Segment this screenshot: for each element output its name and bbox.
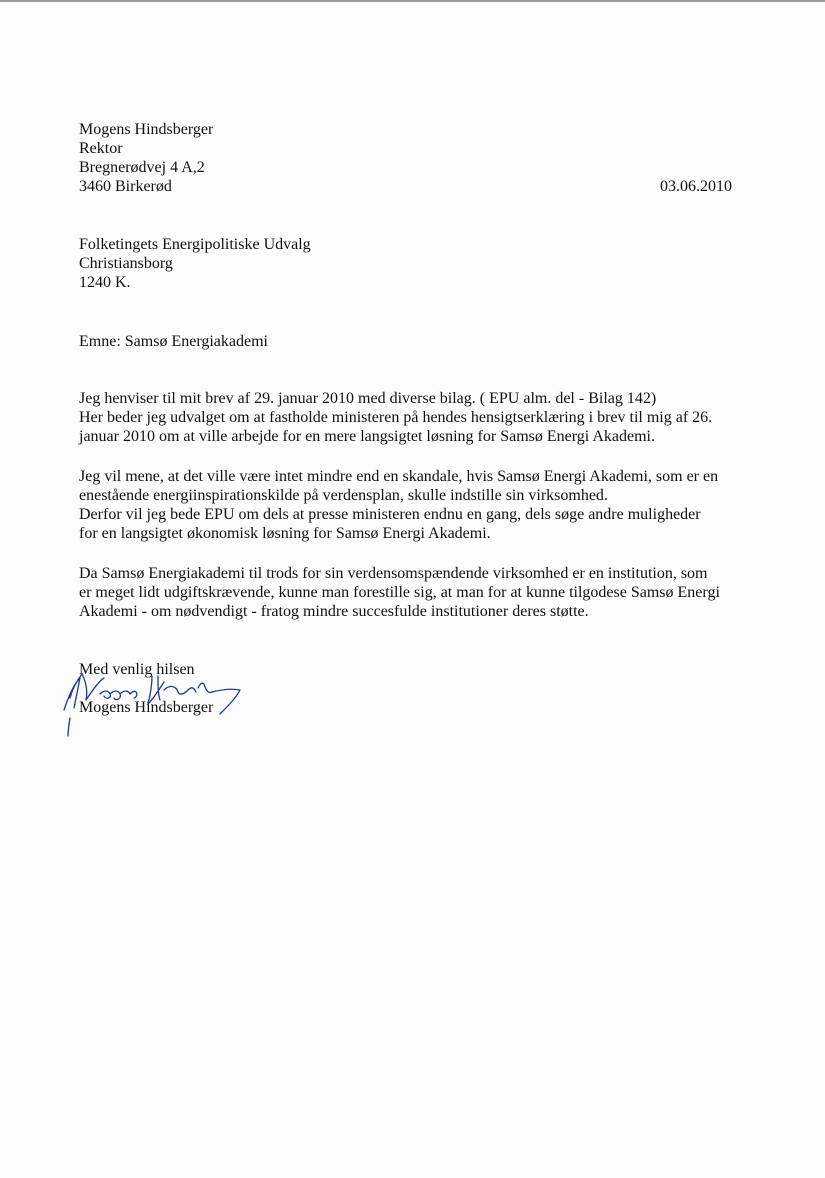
scan-edge-line: [0, 0, 825, 2]
paragraph-line: for en langsigtet økonomisk løsning for Samsø Energi Akademi.: [79, 525, 491, 542]
sender-city: 3460 Birkerød: [79, 178, 172, 195]
recipient-line-3: 1240 K.: [79, 274, 131, 291]
letter-date: 03.06.2010: [660, 178, 732, 195]
sender-title: Rektor: [79, 140, 123, 157]
paragraph-3: [79, 564, 759, 621]
paragraph-line: Da Samsø Energiakademi til trods for sin verdensomspændende virksomhed er en institution, som: [79, 565, 708, 582]
sender-street: Bregnerødvej 4 A,2: [79, 159, 205, 176]
paragraph-2: [79, 467, 759, 543]
recipient-line-2: Christiansborg: [79, 255, 173, 272]
paragraph-line: er meget lidt udgiftskrævende, kunne man forestille sig, at man for at kunne tilgodese Samsø Energi: [79, 584, 720, 601]
paragraph-line: Akademi - om nødvendigt - fratog mindre succesfulde institutioner deres støtte.: [79, 603, 589, 620]
paragraph-line: enestående energiinspirationskilde på verdensplan, skulle indstille sin virksomhed.: [79, 487, 608, 504]
recipient-address-block: [79, 235, 311, 292]
paragraph-line: januar 2010 om at ville arbejde for en mere langsigtet løsning for Samsø Energi Akademi.: [79, 428, 655, 445]
bleed-through-text: [79, 700, 83, 717]
paragraph-line: Jeg henviser til mit brev af 29. januar 2010 med diverse bilag. ( EPU alm. del - Bilag 142): [79, 390, 657, 407]
recipient-line-1: Folketingets Energipolitiske Udvalg: [79, 236, 311, 253]
paragraph-line: Jeg vil mene, at det ville være intet mindre end en skandale, hvis Samsø Energi Akademi, som er en: [79, 468, 719, 485]
subject-line: Emne: Samsø Energiakademi: [79, 333, 268, 350]
closing-greeting: Med venlig hilsen: [79, 661, 195, 678]
sender-name: Mogens Hindsberger: [79, 121, 214, 138]
paragraph-1: [79, 389, 759, 446]
paragraph-line: Derfor vil jeg bede EPU om dels at presse ministeren endnu en gang, dels søge andre muligheder: [79, 506, 701, 523]
sender-address-block: [79, 120, 213, 196]
handwritten-signature: [60, 668, 250, 738]
paragraph-line: Her beder jeg udvalget om at fastholde ministeren på hendes hensigtserklæring i brev til mig af 26.: [79, 409, 713, 426]
closing-name: Mogens Hindsberger: [79, 699, 214, 716]
